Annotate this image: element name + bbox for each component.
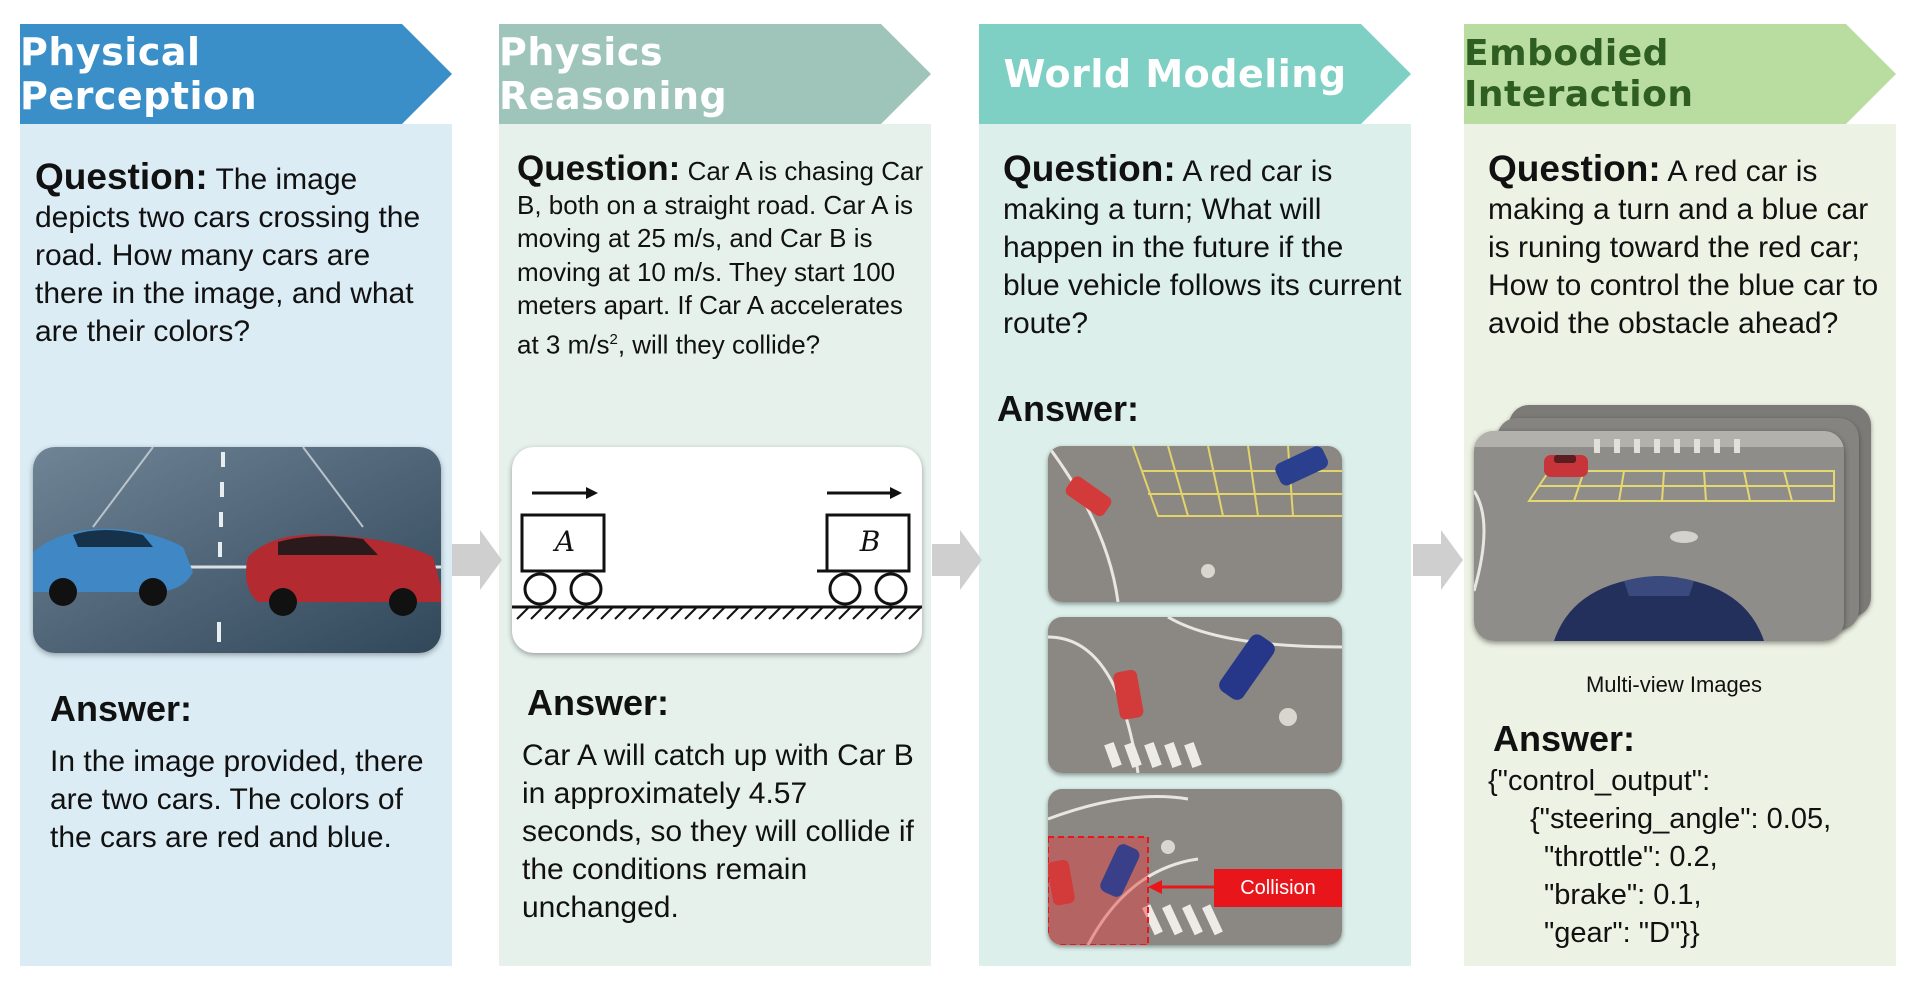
question-text: [517, 149, 927, 362]
arrow-icon: [932, 530, 982, 590]
question-label: Question:: [35, 156, 208, 197]
answer-label: Answer:: [1493, 718, 1636, 759]
view-front: [1474, 431, 1844, 641]
multi-view-caption: Multi-view Images: [1585, 672, 1763, 697]
future-frame-2: [1048, 617, 1342, 773]
question-body: A red car is making a turn and a blue car is runing toward the red car; How to control the blue car to avoid the obstacle ahead?: [1488, 155, 1879, 340]
answer-line: "brake": 0.1,: [1544, 879, 1702, 911]
banner-title: World Modeling: [1003, 52, 1347, 96]
answer-text: Car A will catch up with Car B in approximately 4.57 seconds, so they will collide if the conditions remain unchanged.: [522, 739, 914, 924]
banner-embodied-interaction: [1464, 24, 1896, 124]
answer-line: "gear": "D"}}: [1544, 917, 1700, 949]
question-text: [1488, 150, 1898, 343]
ground-hatch: [517, 607, 921, 619]
banner-title: Embodied Interaction: [1464, 33, 1694, 115]
answer-label: Answer:: [997, 388, 1140, 429]
collision-label: Collision: [1214, 869, 1342, 907]
arrow-icon: [1413, 530, 1463, 590]
question-label: Question:: [1003, 148, 1176, 189]
cart-diagram: [512, 447, 922, 653]
arrow-icon: [452, 530, 502, 590]
banner-world-modeling: [979, 24, 1411, 124]
banner-physics-reasoning: [499, 24, 931, 124]
banner-title: Physical Perception: [20, 30, 258, 118]
answer-json: [1488, 762, 1898, 952]
red-car-icon: [1544, 455, 1588, 477]
future-frame-3: [1048, 789, 1342, 945]
answer-label: Answer:: [50, 688, 193, 729]
answer-text: In the image provided, there are two cars. The colors of the cars are red and blue.: [50, 745, 424, 854]
answer-line: {"steering_angle": 0.05,: [1530, 803, 1832, 835]
banner-title: Physics Reasoning: [499, 30, 728, 118]
question-body: Car A is chasing Car B, both on a straight road. Car A is moving at 25 m/s, and Car B is moving at 10 m/s. They start 100 meters apart. If Car A accelerates at 3 m/s: [517, 156, 924, 360]
question-text: [35, 158, 435, 351]
road-photo: [33, 447, 441, 653]
question-label: Question:: [517, 149, 681, 188]
cart-b-label: B: [859, 525, 881, 558]
question-body-end: , will they collide?: [617, 329, 821, 360]
question-body: The image depicts two cars crossing the road. How many cars are there in the image, and what are their colors?: [35, 163, 421, 348]
banner-physical-perception: [20, 24, 452, 124]
cart-a-label: A: [554, 525, 576, 558]
future-frame-1: [1048, 446, 1342, 602]
answer-line: {"control_output":: [1488, 765, 1711, 797]
superscript: 2: [609, 330, 618, 348]
answer-line: "throttle": 0.2,: [1544, 841, 1718, 873]
question-text: [1003, 150, 1403, 343]
question-label: Question:: [1488, 148, 1661, 189]
question-body: A red car is making a turn; What will happen in the future if the blue vehicle follows its current route?: [1003, 155, 1402, 340]
answer-label: Answer:: [527, 682, 670, 723]
